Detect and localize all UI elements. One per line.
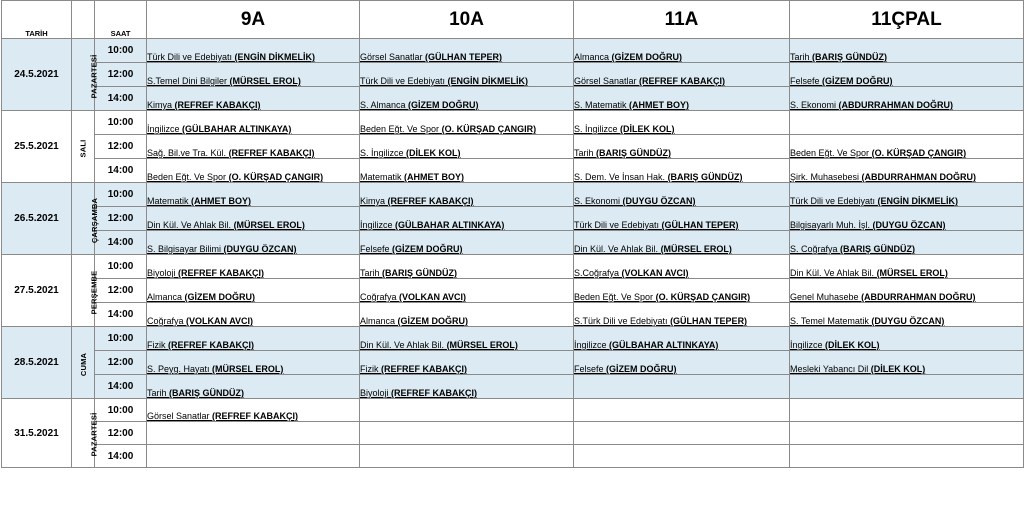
time-cell: 14:00 [95, 231, 147, 255]
lesson-name: Görsel Sanatlar [360, 52, 423, 62]
schedule-row [2, 375, 1024, 399]
lesson-cell [147, 279, 360, 303]
lesson-name: S.Coğrafya [574, 268, 620, 278]
teacher-name: (REFREF KABAKÇI) [639, 76, 726, 86]
schedule-row [2, 87, 1024, 111]
exam-schedule-table [1, 0, 1024, 468]
time-cell: 12:00 [95, 351, 147, 375]
class-header-11cpal: 11ÇPAL [790, 1, 1024, 39]
lesson-cell [574, 255, 790, 279]
lesson-cell [790, 445, 1024, 468]
day-name-label: SALI [78, 139, 88, 157]
lesson-name: Genel Muhasebe [790, 292, 859, 302]
day-name-cell [72, 255, 99, 327]
date-cell: 31.5.2021 [2, 399, 72, 468]
lesson-cell [147, 39, 360, 63]
lesson-cell [360, 63, 574, 87]
teacher-name: (GİZEM DOĞRU) [822, 76, 893, 86]
lesson-cell [360, 279, 574, 303]
teacher-name: (ABDURRAHMAN DOĞRU) [838, 100, 954, 110]
lesson-cell [147, 445, 360, 468]
lesson-name: Din Kül. Ve Ahlak Bil. [147, 220, 232, 230]
teacher-name: (BARIŞ GÜNDÜZ) [596, 148, 672, 158]
teacher-name: (REFREF KABAKÇI) [228, 148, 315, 158]
lesson-name: Matematik [360, 172, 402, 182]
teacher-name: (VOLKAN AVCI) [399, 292, 467, 302]
teacher-name: (GİZEM DOĞRU) [611, 52, 683, 62]
lesson-name: Görsel Sanatlar [574, 76, 637, 86]
time-cell: 14:00 [95, 159, 147, 183]
lesson-cell [360, 159, 574, 183]
lesson-cell [790, 183, 1024, 207]
teacher-name: (REFREF KABAKÇI) [387, 196, 474, 206]
lesson-name: S.Türk Dili ve Edebiyatı [574, 316, 668, 326]
lesson-cell [790, 231, 1024, 255]
teacher-name: (O. KÜRŞAD ÇANGIR) [441, 124, 537, 134]
teacher-name: (AHMET BOY) [404, 172, 465, 182]
time-cell: 12:00 [95, 279, 147, 303]
lesson-cell [790, 255, 1024, 279]
lesson-name: İngilizce [574, 340, 607, 350]
lesson-cell [790, 351, 1024, 375]
day-column-header [72, 1, 95, 39]
lesson-cell [790, 63, 1024, 87]
time-cell: 14:00 [95, 375, 147, 399]
lesson-name: Felsefe [790, 76, 820, 86]
schedule-row [2, 279, 1024, 303]
lesson-cell [574, 399, 790, 422]
lesson-cell [790, 303, 1024, 327]
teacher-name: (BARIŞ GÜNDÜZ) [840, 244, 916, 254]
time-cell: 14:00 [95, 445, 147, 468]
lesson-cell [147, 231, 360, 255]
lesson-name: Coğrafya [147, 316, 184, 326]
teacher-name: (ABDURRAHMAN DOĞRU) [861, 172, 977, 182]
teacher-name: (MÜRSEL EROL) [229, 76, 301, 86]
lesson-name: Fizik [147, 340, 166, 350]
lesson-name: Almanca [147, 292, 183, 302]
lesson-cell [790, 327, 1024, 351]
lesson-name: S. Bilgisayar Bilimi [147, 244, 222, 254]
teacher-name: (BARIŞ GÜNDÜZ) [382, 268, 458, 278]
time-column-header: SAAT [95, 1, 147, 39]
teacher-name: (ENGİN DİKMELİK) [234, 52, 316, 62]
lesson-name: İngilizce [360, 220, 393, 230]
lesson-cell [147, 351, 360, 375]
time-cell: 12:00 [95, 63, 147, 87]
teacher-name: (REFREF KABAKÇI) [391, 388, 478, 398]
lesson-cell [574, 375, 790, 399]
lesson-name: S. Ekonomi [790, 100, 837, 110]
teacher-name: (ABDURRAHMAN DOĞRU) [861, 292, 976, 302]
schedule-row [2, 183, 1024, 207]
lesson-cell [574, 422, 790, 445]
teacher-name: (GÜLHAN TEPER) [670, 316, 748, 326]
lesson-cell [574, 87, 790, 111]
teacher-name: (REFREF KABAKÇI) [212, 411, 299, 421]
teacher-name: (VOLKAN AVCI) [621, 268, 689, 278]
lesson-name: Din Kül. Ve Ahlak Bil. [574, 244, 659, 254]
teacher-name: (DUYGU ÖZCAN) [223, 244, 297, 254]
teacher-name: (REFREF KABAKÇI) [381, 364, 468, 374]
schedule-row [2, 159, 1024, 183]
time-cell: 10:00 [95, 255, 147, 279]
teacher-name: (VOLKAN AVCI) [186, 316, 254, 326]
day-name-label: PAZARTESİ [89, 412, 99, 457]
lesson-name: Beden Eğt. Ve Spor [790, 148, 870, 158]
lesson-cell [574, 351, 790, 375]
lesson-name: Sağ. Bil.ve Tra. Kül. [147, 148, 227, 158]
lesson-cell [574, 303, 790, 327]
day-name-cell [72, 399, 99, 468]
lesson-cell [574, 279, 790, 303]
lesson-name: Felsefe [574, 364, 604, 374]
lesson-cell [147, 87, 360, 111]
teacher-name: (GİZEM DOĞRU) [184, 292, 256, 302]
lesson-name: S. Matematik [574, 100, 627, 110]
lesson-name: S. Peyg. Hayatı [147, 364, 210, 374]
lesson-name: S. Ekonomi [574, 196, 621, 206]
lesson-cell [790, 375, 1024, 399]
lesson-cell [790, 207, 1024, 231]
lesson-name: S. Dem. Ve İnsan Hak. [574, 172, 666, 182]
lesson-cell [790, 87, 1024, 111]
day-name-label: PERŞEMBE [89, 270, 99, 314]
time-cell: 14:00 [95, 87, 147, 111]
lesson-cell [574, 39, 790, 63]
teacher-name: (DUYGU ÖZCAN) [872, 220, 946, 230]
lesson-cell [360, 375, 574, 399]
schedule-row [2, 327, 1024, 351]
teacher-name: (DİLEK KOL) [825, 340, 880, 350]
lesson-cell [790, 279, 1024, 303]
time-cell: 12:00 [95, 422, 147, 445]
lesson-name: Beden Eğt. Ve Spor [574, 292, 654, 302]
schedule-row [2, 63, 1024, 87]
time-cell: 10:00 [95, 39, 147, 63]
teacher-name: (MÜRSEL EROL) [876, 268, 948, 278]
schedule-row [2, 422, 1024, 445]
date-cell: 26.5.2021 [2, 183, 72, 255]
teacher-name: (BARIŞ GÜNDÜZ) [169, 388, 245, 398]
teacher-name: (MÜRSEL EROL) [212, 364, 284, 374]
lesson-name: Türk Dili ve Edebiyatı [147, 52, 233, 62]
lesson-cell [360, 111, 574, 135]
teacher-name: (REFREF KABAKÇI) [174, 100, 261, 110]
lesson-name: Kimya [360, 196, 386, 206]
teacher-name: (REFREF KABAKÇI) [168, 340, 255, 350]
lesson-name: Fizik [360, 364, 379, 374]
lesson-name: Biyoloji [360, 388, 389, 398]
lesson-cell [790, 111, 1024, 135]
lesson-name: S. Temel Matematik [790, 316, 869, 326]
lesson-cell [147, 327, 360, 351]
teacher-name: (AHMET BOY) [191, 196, 252, 206]
lesson-cell [574, 159, 790, 183]
teacher-name: (ENGİN DİKMELİK) [447, 76, 529, 86]
lesson-name: Tarih [574, 148, 594, 158]
time-cell: 12:00 [95, 207, 147, 231]
lesson-cell [790, 399, 1024, 422]
lesson-cell [574, 111, 790, 135]
teacher-name: (DUYGU ÖZCAN) [622, 196, 696, 206]
lesson-name: Mesleki Yabancı Dil [790, 364, 869, 374]
lesson-name: Görsel Sanatlar [147, 411, 210, 421]
lesson-name: Tarih [360, 268, 380, 278]
lesson-name: Din Kül. Ve Ahlak Bil. [790, 268, 875, 278]
lesson-cell [360, 255, 574, 279]
lesson-name: Bilgisayarlı Muh. İşl. [790, 220, 871, 230]
date-cell: 27.5.2021 [2, 255, 72, 327]
lesson-cell [147, 375, 360, 399]
day-name-cell [72, 327, 95, 399]
teacher-name: (DİLEK KOL) [620, 124, 675, 134]
teacher-name: (DİLEK KOL) [406, 148, 461, 158]
lesson-cell [147, 159, 360, 183]
lesson-name: S.Temel Dini Bilgiler [147, 76, 228, 86]
lesson-name: S. İngilizce [360, 148, 404, 158]
teacher-name: (BARIŞ GÜNDÜZ) [812, 52, 888, 62]
lesson-cell [147, 135, 360, 159]
lesson-cell [574, 63, 790, 87]
teacher-name: (MÜRSEL EROL) [233, 220, 305, 230]
lesson-cell [360, 422, 574, 445]
lesson-name: Şirk. Muhasebesi [790, 172, 860, 182]
schedule-body [2, 39, 1024, 468]
time-cell: 10:00 [95, 399, 147, 422]
lesson-cell [574, 183, 790, 207]
lesson-cell [360, 207, 574, 231]
lesson-name: Türk Dili ve Edebiyatı [360, 76, 446, 86]
date-cell: 25.5.2021 [2, 111, 72, 183]
class-header-9a: 9A [147, 1, 360, 39]
teacher-name: (GİZEM DOĞRU) [408, 100, 479, 110]
lesson-name: Biyoloji [147, 268, 176, 278]
schedule-row [2, 231, 1024, 255]
lesson-cell [360, 135, 574, 159]
teacher-name: (BARIŞ GÜNDÜZ) [667, 172, 743, 182]
day-name-cell [72, 39, 99, 111]
lesson-cell [360, 327, 574, 351]
lesson-cell [360, 39, 574, 63]
lesson-cell [147, 399, 360, 422]
schedule-row [2, 135, 1024, 159]
date-cell: 24.5.2021 [2, 39, 72, 111]
lesson-cell [574, 231, 790, 255]
lesson-cell [790, 422, 1024, 445]
lesson-name: Beden Eğt. Ve Spor [147, 172, 227, 182]
schedule-row [2, 255, 1024, 279]
teacher-name: (GÜLHAN TEPER) [661, 220, 739, 230]
teacher-name: (GİZEM DOĞRU) [606, 364, 677, 374]
lesson-cell [147, 183, 360, 207]
teacher-name: (GÜLBAHAR ALTINKAYA) [609, 340, 719, 350]
schedule-row [2, 207, 1024, 231]
schedule-row [2, 111, 1024, 135]
lesson-name: Matematik [147, 196, 189, 206]
teacher-name: (O. KÜRŞAD ÇANGIR) [871, 148, 967, 158]
schedule-row [2, 303, 1024, 327]
schedule-row [2, 399, 1024, 422]
time-cell: 14:00 [95, 303, 147, 327]
lesson-name: Almanca [574, 52, 610, 62]
lesson-name: İngilizce [147, 124, 180, 134]
lesson-name: Almanca [360, 316, 396, 326]
teacher-name: (AHMET BOY) [629, 100, 690, 110]
lesson-cell [360, 351, 574, 375]
schedule-row [2, 351, 1024, 375]
time-cell: 10:00 [95, 111, 147, 135]
teacher-name: (GİZEM DOĞRU) [397, 316, 469, 326]
schedule-row [2, 39, 1024, 63]
teacher-name: (DUYGU ÖZCAN) [871, 316, 945, 326]
lesson-cell [790, 135, 1024, 159]
lesson-cell [574, 135, 790, 159]
lesson-cell [574, 207, 790, 231]
lesson-cell [147, 422, 360, 445]
lesson-name: Türk Dili ve Edebiyatı [574, 220, 660, 230]
date-column-header: TARİH [2, 1, 72, 39]
day-name-label: CUMA [79, 352, 89, 376]
date-cell: 28.5.2021 [2, 327, 72, 399]
lesson-name: S. İngilizce [574, 124, 618, 134]
lesson-name: Türk Dili ve Edebiyatı [790, 196, 876, 206]
day-name-cell [72, 183, 100, 255]
lesson-cell [790, 159, 1024, 183]
lesson-cell [360, 399, 574, 422]
teacher-name: (GÜLHAN TEPER) [425, 52, 503, 62]
teacher-name: (MÜRSEL EROL) [446, 340, 518, 350]
lesson-name: S. Almanca [360, 100, 406, 110]
day-name-label: PAZARTESİ [89, 54, 99, 98]
lesson-cell [360, 445, 574, 468]
lesson-cell [360, 231, 574, 255]
lesson-name: Kimya [147, 100, 173, 110]
lesson-name: Beden Eğt. Ve Spor [360, 124, 440, 134]
teacher-name: (REFREF KABAKÇI) [178, 268, 265, 278]
class-header-10a: 10A [360, 1, 574, 39]
day-name-label: ÇARŞAMBA [90, 197, 100, 243]
lesson-cell [147, 111, 360, 135]
lesson-cell [360, 303, 574, 327]
time-cell: 10:00 [95, 327, 147, 351]
lesson-cell [147, 255, 360, 279]
class-header-11a: 11A [574, 1, 790, 39]
lesson-cell [574, 327, 790, 351]
lesson-name: Felsefe [360, 244, 390, 254]
lesson-name: Coğrafya [360, 292, 397, 302]
lesson-name: Tarih [147, 388, 167, 398]
lesson-name: İngilizce [790, 340, 823, 350]
lesson-cell [574, 445, 790, 468]
teacher-name: (MÜRSEL EROL) [660, 244, 732, 254]
lesson-cell [790, 39, 1024, 63]
teacher-name: (O. KÜRŞAD ÇANGIR) [655, 292, 751, 302]
lesson-cell [147, 207, 360, 231]
teacher-name: (ENGİN DİKMELİK) [877, 196, 959, 206]
teacher-name: (GİZEM DOĞRU) [392, 244, 463, 254]
time-cell: 12:00 [95, 135, 147, 159]
lesson-name: Tarih [790, 52, 810, 62]
time-cell: 10:00 [95, 183, 147, 207]
lesson-cell [147, 303, 360, 327]
teacher-name: (O. KÜRŞAD ÇANGIR) [228, 172, 324, 182]
lesson-cell [360, 183, 574, 207]
lesson-name: Din Kül. Ve Ahlak Bil. [360, 340, 445, 350]
teacher-name: (DİLEK KOL) [870, 364, 926, 374]
teacher-name: (GÜLBAHAR ALTINKAYA) [182, 124, 292, 134]
schedule-row [2, 445, 1024, 468]
lesson-cell [360, 87, 574, 111]
day-name-cell [72, 111, 95, 183]
lesson-cell [147, 63, 360, 87]
lesson-name: S. Coğrafya [790, 244, 838, 254]
teacher-name: (GÜLBAHAR ALTINKAYA) [395, 220, 505, 230]
header-row [2, 1, 1024, 39]
